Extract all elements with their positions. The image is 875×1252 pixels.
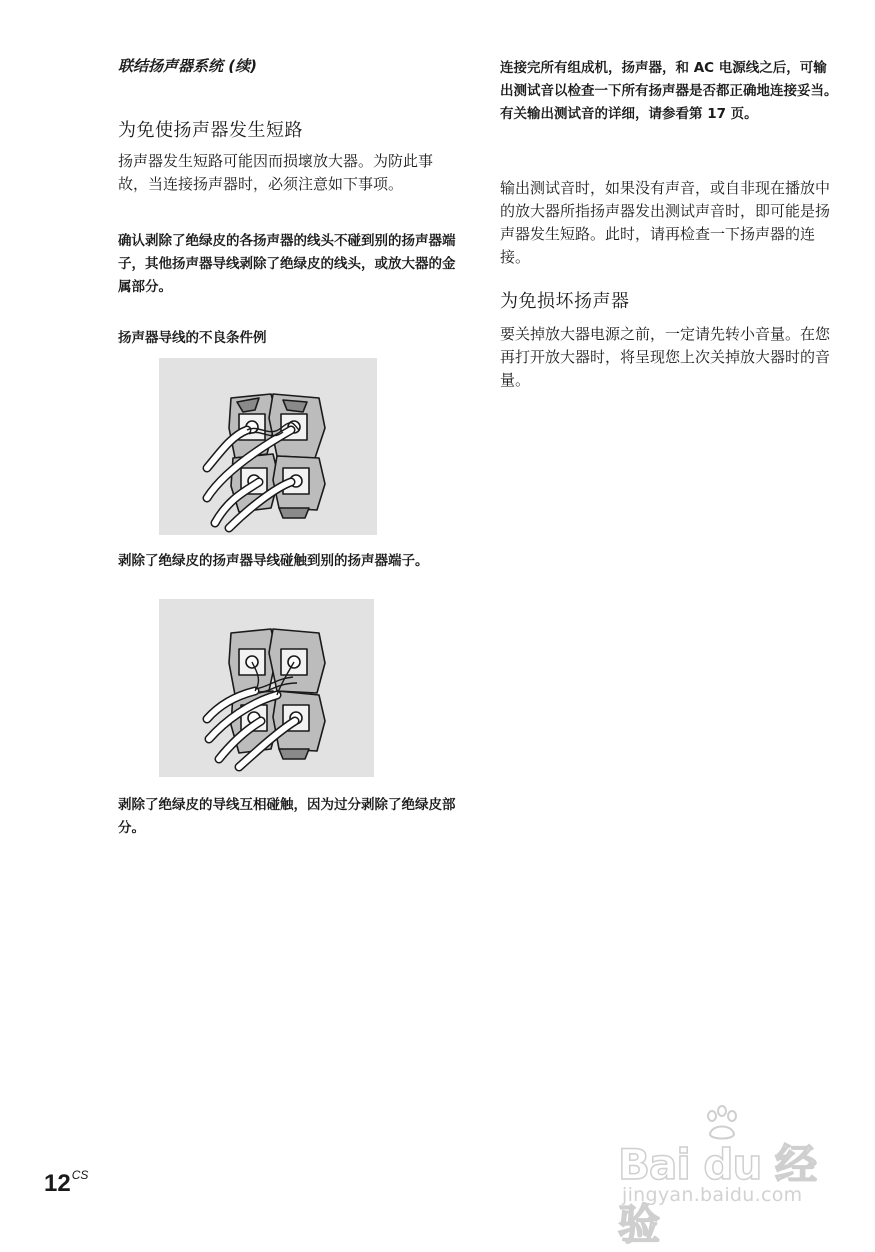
confirm-paragraph: 确认剥除了绝绿皮的各扬声器的线头不碰到别的扬声器端子，其他扬声器导线剥除了绝绿皮的线头，或放大器的金属部分。 [118, 233, 456, 295]
watermark-url: jingyan.baidu.com [622, 1184, 803, 1206]
page-number [44, 1168, 88, 1198]
no-sound-paragraph: 输出测试音时，如果没有声音，或自非现在播放中的放大器所指扬声器发出测试声音时，即可能是扬声器发生短路。此时，请再检查一下扬声器的连接。 [500, 179, 831, 266]
test-tone-paragraph: 连接完所有组成机，扬声器，和 AC 电源线之后，可输出测试音以检查一下所有扬声器是否都正确地连接妥当。有关输出测试音的详细，请参看第 17 页。 [500, 60, 838, 122]
heading-avoid-damage: 为免损坏扬声器 [500, 291, 630, 312]
caption-1: 剥除了绝绿皮的扬声器导线碰触到别的扬声器端子。 [118, 553, 429, 569]
page-suffix: CS [71, 1168, 89, 1182]
intro-paragraph: 扬声器发生短路可能因而损壞放大器。为防此事故，当连接扬声器时，必须注意如下事项。 [118, 152, 434, 193]
speaker-terminal-illustration-1 [159, 358, 377, 535]
watermark-logo: Bai du 经验 [618, 1140, 816, 1249]
caption-2: 剥除了绝绿皮的导线互相碰触，因为过分剥除了绝绿皮部分。 [118, 797, 456, 836]
speaker-terminal-illustration-2 [159, 599, 374, 777]
volume-paragraph: 要关掉放大器电源之前，一定请先转小音量。在您再打开放大器时，将呈现您上次关掉放大器时的音量。 [500, 325, 831, 389]
section-title: 联结扬声器系统 (续) [118, 57, 257, 75]
baidu-watermark [618, 1108, 828, 1249]
bad-examples-label: 扬声器导线的不良条件例 [118, 330, 267, 346]
page-number-value: 12 [44, 1170, 71, 1197]
figure-wires-touching-each-other [159, 599, 374, 777]
figure-wires-touching-terminal [159, 358, 377, 535]
heading-short-circuit: 为免使扬声器发生短路 [118, 120, 303, 141]
